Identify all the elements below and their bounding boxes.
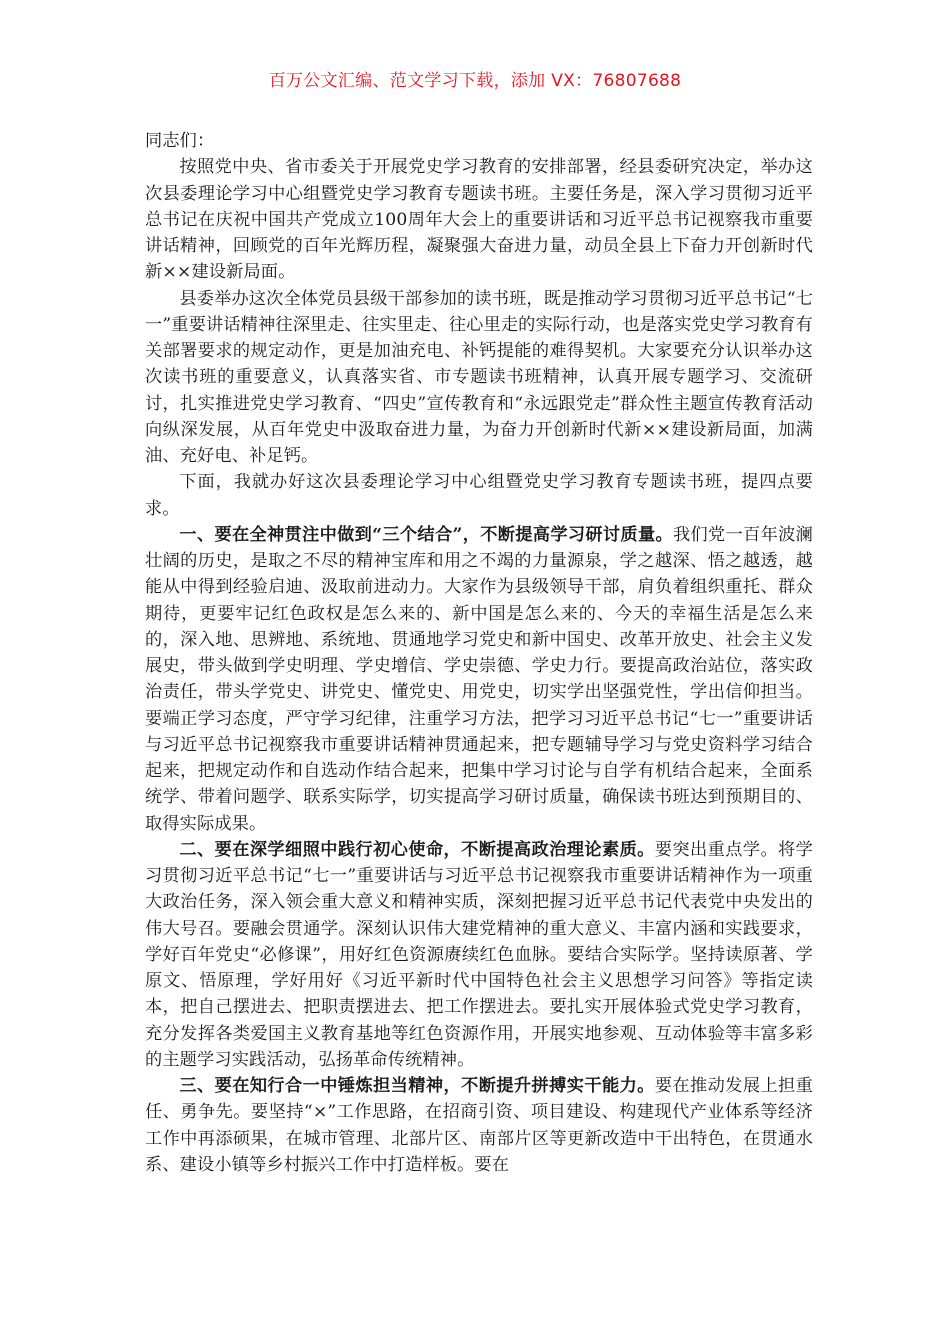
salutation: 同志们： [145,131,215,151]
paragraph-requirements-intro [145,469,813,522]
section-heading: 二、要在深学细照中践行初心使命，不断提高政治理论素质。 [179,839,655,860]
download-banner: 百万公文汇编、范文学习下载，添加 VX：76807688 [268,71,682,91]
paragraph-requirement-2 [145,837,813,1073]
paragraph-requirement-3 [145,1073,813,1178]
paragraph-text: 县委举办这次全体党员县级干部参加的读书班，既是推动学习贯彻习近平总书记“七一”重要讲话精神往深里走、往实里走、往心里走的实际行动，也是落实党史学习教育有关部署要求的规定动作，更是加油充电、补钙提能的难得契机。大家要充分认识举办这次读书班的重要意义，认真落实省、市专题读书班精神，认真开展专题学习、交流研讨，扎实推进党史学习教育、“四史”宣传教育和“永远跟党走”群众性主题宣传教育活动向纵深发展，从百年党史中汲取奋进力量，为奋力开创新时代新××建设新局面，加满油、充好电、补足钙。 [145,288,813,466]
paragraph-text: 要在推动发展上担重任、勇争先。要坚持“×”工作思路，在招商引资、项目建设、构建现代产业体系等经济工作中再添硕果，在城市管理、北部片区、南部片区等更新改造中干出特色，在贯通水系、建设小镇等乡村振兴工作中打造样板。要在 [145,1076,813,1175]
paragraph-text: 要突出重点学。将学习贯彻习近平总书记“七一”重要讲话与习近平总书记视察我市重要讲话精神作为一项重大政治任务，深入领会重大意义和精神实质，深刻把握习近平总书记代表党中央发出的伟大号召。要融会贯通学。深刻认识伟大建党精神的重大意义、丰富内涵和实践要求，学好百年党史“必修课”，用好红色资源赓续红色血脉。要结合实际学。坚持读原著、学原文、悟原理，学好用好《习近平新时代中国特色社会主义思想学习问答》等指定读本，把自己摆进去、把职责摆进去、把工作摆进去。要扎实开展体验式党史学习教育，充分发挥各类爱国主义教育基地等红色资源作用，开展实地参观、互动体验等丰富多彩的主题学习实践活动，弘扬革命传统精神。 [145,839,813,1070]
paragraph-text: 我们党一百年波澜壮阔的历史，是取之不尽的精神宝库和用之不竭的力量源泉，学之越深、悟之越透，越能从中得到经验启迪、汲取前进动力。大家作为县级领导干部，肩负着组织重托、群众期待，更要牢记红色政权是怎么来的、新中国是怎么来的、今天的幸福生活是怎么来的，深入地、思辨地、系统地、贯通地学习党史和新中国史、改革开放史、社会主义发展史，带头做到学史明理、学史增信、学史崇德、学史力行。要提高政治站位，落实政治责任，带头学党史、讲党史、懂党史、用党史，切实学出坚强党性，学出信仰担当。要端正学习态度，严守学习纪律，注重学习方法，把学习习近平总书记“七一”重要讲话与习近平总书记视察我市重要讲话精神贯通起来，把专题辅导学习与党史资料学习结合起来，把规定动作和自选动作结合起来，把集中学习讨论与自学有机结合起来，全面系统学、带着问题学、联系实际学，切实提高学习研讨质量，确保读书班达到预期目的、取得实际成果。 [145,524,814,834]
section-heading: 一、要在全神贯注中做到“三个结合”，不断提高学习研讨质量。 [179,524,673,545]
paragraph-significance [145,286,813,470]
paragraph-text: 下面，我就办好这次县委理论学习中心组暨党史学习教育专题读书班，提四点要求。 [145,472,813,519]
speech-body [145,128,813,1178]
paragraph-text: 按照党中央、省市委关于开展党史学习教育的安排部署，经县委研究决定，举办这次县委理论学习中心组暨党史学习教育专题读书班。主要任务是，深入学习贯彻习近平总书记在庆祝中国共产党成立100周年大会上的重要讲话和习近平总书记视察我市重要讲话精神，回顾党的百年光辉历程，凝聚强大奋进力量，动员全县上下奋力开创新时代新××建设新局面。 [145,157,813,283]
section-heading: 三、要在知行合一中锤炼担当精神，不断提升拼搏实干能力。 [179,1076,655,1096]
paragraph-intro [145,154,813,285]
paragraph-requirement-1 [145,522,813,837]
